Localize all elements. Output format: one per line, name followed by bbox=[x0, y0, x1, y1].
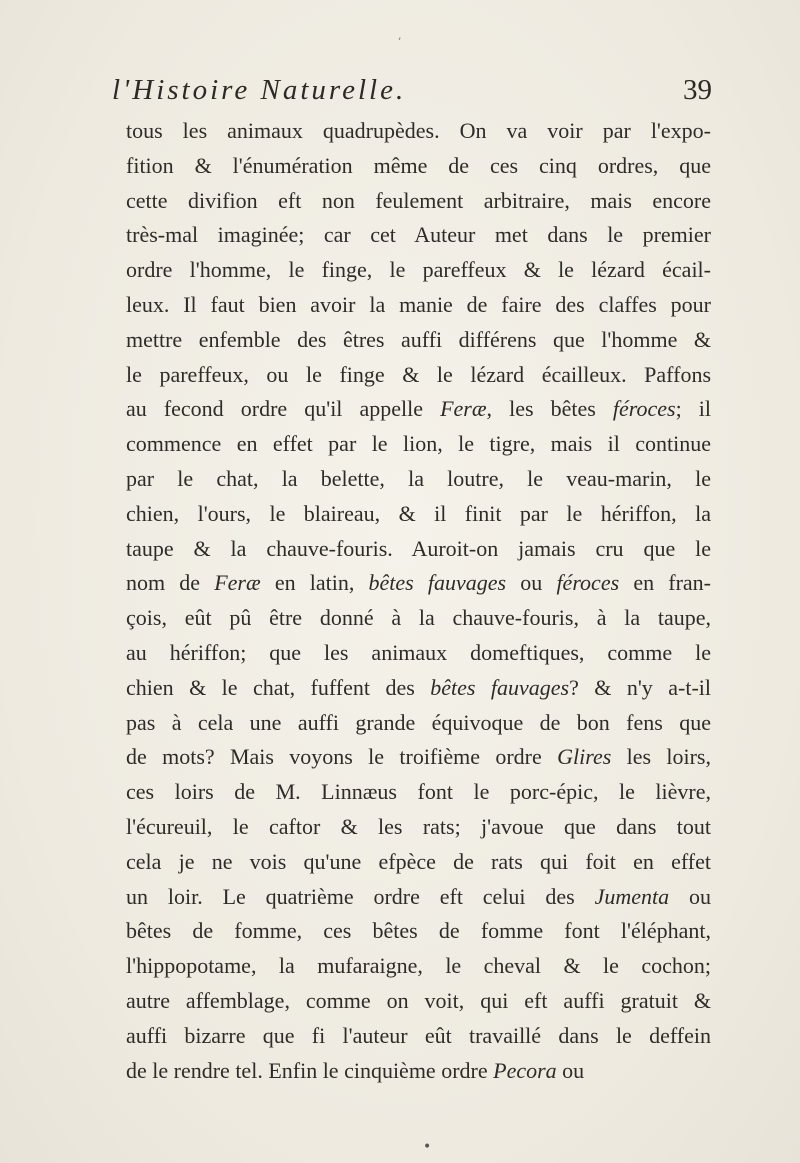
body-line: auffi bizarre que fi l'auteur eût travaillé dans le deffein bbox=[126, 1022, 711, 1048]
body-line: ordre l'homme, le finge, le pareffeux & le lézard écail- bbox=[126, 257, 711, 283]
body-line: chien & le chat, fuffent des bêtes fauvages? & n'y a-t-il bbox=[126, 674, 711, 700]
bottom-ink-speck: • bbox=[423, 1139, 432, 1155]
body-line: tous les animaux quadrupèdes. On va voir par l'expo- bbox=[126, 118, 711, 143]
body-line: au hériffon; que les animaux domeftiques, comme le bbox=[126, 639, 711, 665]
body-line: autre affemblage, comme on voit, qui eft auffi gratuit & bbox=[126, 987, 711, 1013]
body-line: l'écureuil, le caftor & les rats; j'avoue que dans tout bbox=[126, 813, 711, 839]
body-line: ces loirs de M. Linnæus font le porc-épic, le lièvre, bbox=[126, 779, 711, 805]
running-title: l'Histoire Naturelle. bbox=[112, 74, 407, 106]
body-line: de le rendre tel. Enfin le cinquième ordre Pecora ou bbox=[126, 1057, 585, 1083]
body-line: cela je ne vois qu'une efpèce de rats qui foit en effet bbox=[126, 848, 711, 874]
body-line: fition & l'énumération même de ces cinq ordres, que bbox=[126, 152, 711, 178]
body-line: au fecond ordre qu'il appelle Feræ, les bêtes féroces; il bbox=[126, 396, 711, 422]
body-line: l'hippopotame, la mufaraigne, le cheval & le cochon; bbox=[126, 953, 711, 979]
page-number: 39 bbox=[683, 74, 712, 106]
body-line: bêtes de fomme, ces bêtes de fomme font l'éléphant, bbox=[126, 918, 711, 944]
body-text bbox=[126, 114, 711, 1088]
body-line: chien, l'ours, le blaireau, & il finit par le hériffon, la bbox=[126, 500, 711, 526]
body-line: nom de Feræ en latin, bêtes fauvages ou féroces en fran- bbox=[126, 570, 711, 596]
body-line: un loir. Le quatrième ordre eft celui des Jumenta ou bbox=[126, 883, 711, 909]
body-line: leux. Il faut bien avoir la manie de faire des claffes pour bbox=[126, 291, 711, 317]
top-ink-speck: ’ bbox=[398, 37, 402, 48]
body-line: taupe & la chauve-fouris. Auroit-on jamais cru que le bbox=[126, 535, 711, 561]
page-header bbox=[112, 74, 712, 114]
body-line: très-mal imaginée; car cet Auteur met dans le premier bbox=[126, 222, 711, 248]
body-line: cette divifion eft non feulement arbitraire, mais encore bbox=[126, 187, 711, 213]
body-line: le pareffeux, ou le finge & le lézard écailleux. Paffons bbox=[126, 361, 711, 387]
body-line: de mots? Mais voyons le troifième ordre Glires les loirs, bbox=[126, 744, 711, 770]
body-line: commence en effet par le lion, le tigre, mais il continue bbox=[126, 431, 711, 457]
body-line: pas à cela une auffi grande équivoque de bon fens que bbox=[126, 709, 711, 735]
body-line: mettre enfemble des êtres auffi différens que l'homme & bbox=[126, 326, 711, 352]
body-line: par le chat, la belette, la loutre, le veau-marin, le bbox=[126, 465, 711, 491]
body-line: çois, eût pû être donné à la chauve-fouris, à la taupe, bbox=[126, 605, 711, 631]
